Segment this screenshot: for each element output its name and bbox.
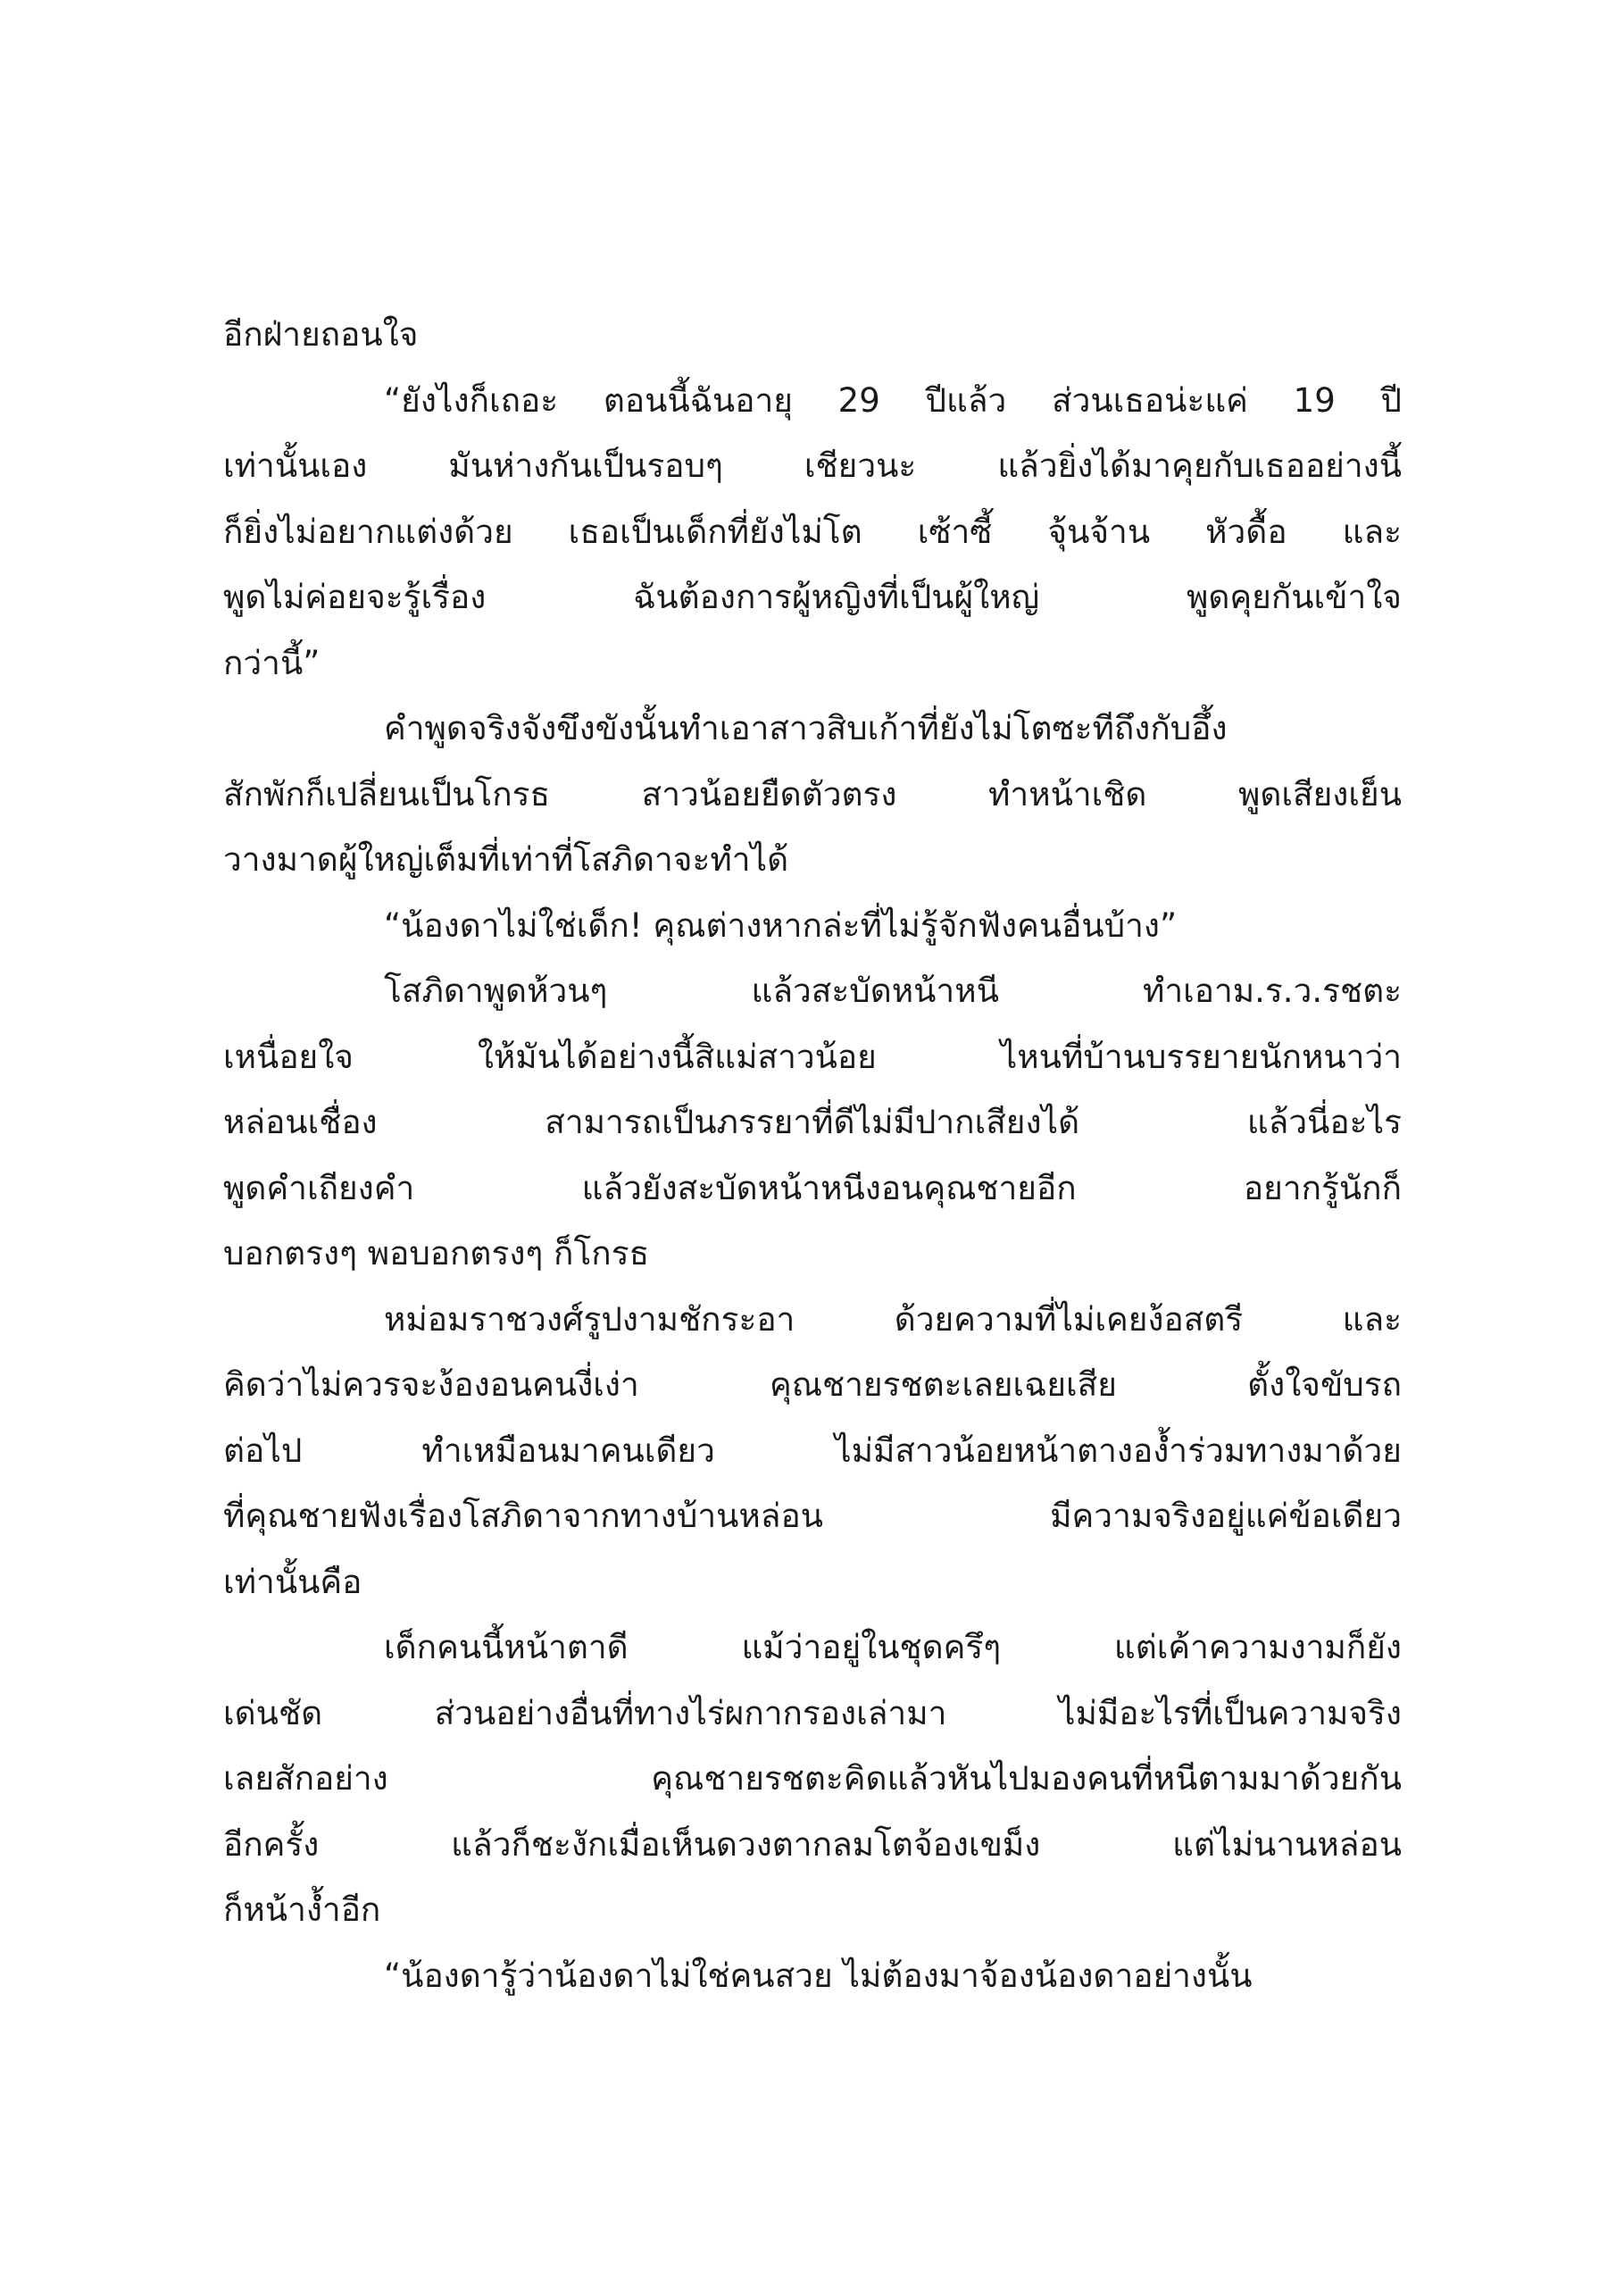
text-line: “น้องดารู้ว่าน้องดาไม่ใช่คนสวย ไม่ต้องมาจ้องน้องดาอย่างนั้น: [384, 1956, 1253, 1995]
text-line: เลยสักอย่าง คุณชายรชตะคิดแล้วหันไปมองคนที่หนีตามมาด้วยกัน: [223, 1759, 1402, 1798]
text-line: คำพูดจริงจังขึงขังนั้นทำเอาสาวสิบเก้าที่ยังไม่โตซะทีถึงกับอึ้ง: [384, 709, 1228, 747]
text-line: เหนื่อยใจ ให้มันได้อย่างนี้สิแม่สาวน้อย ไหนที่บ้านบรรยายนักหนาว่า: [223, 1037, 1402, 1076]
paragraph: [223, 302, 1402, 368]
paragraph: [223, 1615, 1402, 1943]
text-line: ก็หน้างํ้าอีก: [223, 1890, 381, 1929]
text-line: พูดคำเถียงคำ แล้วยังสะบัดหน้าหนีงอนคุณชายอีก อยากรู้นักก็: [223, 1168, 1402, 1207]
text-line: สักพักก็เปลี่ยนเป็นโกรธ สาวน้อยยืดตัวตรง ทำหน้าเชิด พูดเสียงเย็น: [223, 774, 1402, 814]
text-line: วางมาดผู้ใหญ่เต็มที่เท่าที่โสภิดาจะทำได้: [223, 840, 789, 879]
text-line: เท่านั้นเอง มันห่างกันเป็นรอบๆ เชียวนะ แล้วยิ่งได้มาคุยกับเธออย่างนี้: [223, 446, 1402, 485]
text-line: หล่อนเชื่อง สามารถเป็นภรรยาที่ดีไม่มีปากเสียงได้ แล้วนี่อะไร: [223, 1103, 1402, 1141]
text-line: ต่อไป ทำเหมือนมาคนเดียว ไม่มีสาวน้อยหน้าตางอง้ำร่วมทางมาด้วย: [223, 1431, 1402, 1470]
paragraph: [223, 368, 1402, 697]
text-line: “ยังไงก็เถอะ ตอนนี้ฉันอายุ 29 ปีแล้ว ส่วนเธอน่ะแค่ 19 ปี: [384, 380, 1402, 420]
text-line: กว่านี้”: [223, 643, 321, 682]
paragraph: [223, 1287, 1402, 1615]
text-line: ที่คุณชายฟังเรื่องโสภิดาจากทางบ้านหล่อน มีความจริงอยู่แค่ข้อเดียว: [223, 1497, 1402, 1535]
text-line: ก็ยิ่งไม่อยากแต่งด้วย เธอเป็นเด็กที่ยังไม่โต เซ้าซี้ จุ้นจ้าน หัวดื้อ และ: [223, 512, 1402, 551]
paragraph: [223, 958, 1402, 1287]
text-line: หม่อมราชวงศ์รูปงามชักระอา ด้วยความที่ไม่เคยง้อสตรี และ: [384, 1299, 1402, 1339]
text-line: บอกตรงๆ พอบอกตรงๆ ก็โกรธ: [223, 1234, 650, 1273]
paragraph: [223, 696, 1402, 893]
paragraph: [223, 893, 1402, 959]
text-line: โสภิดาพูดห้วนๆ แล้วสะบัดหน้าหนี ทำเอาม.ร.ว.รชตะ: [384, 972, 1402, 1010]
text-line: อีกฝ่ายถอนใจ: [223, 315, 419, 354]
text-body: [223, 302, 1402, 2008]
text-line: คิดว่าไม่ควรจะง้องอนคนงี่เง่า คุณชายรชตะเลยเฉยเสีย ตั้งใจขับรถ: [223, 1365, 1402, 1404]
text-line: เท่านั้นคือ: [223, 1562, 362, 1601]
text-line: เด่นชัด ส่วนอย่างอื่นที่ทางไร่ผกากรองเล่ามา ไม่มีอะไรที่เป็นความจริง: [223, 1693, 1402, 1732]
text-line: อีกครั้ง แล้วก็ชะงักเมื่อเห็นดวงตากลมโตจ้องเขม็ง แต่ไม่นานหล่อน: [223, 1824, 1402, 1864]
text-line: พูดไม่ค่อยจะรู้เรื่อง ฉันต้องการผู้หญิงที่เป็นผู้ใหญ่ พูดคุยกันเข้าใจ: [223, 578, 1402, 616]
paragraph: [223, 1943, 1402, 2009]
text-line: เด็กคนนี้หน้าตาดี แม้ว่าอยู่ในชุดครึๆ แต่เค้าความงามก็ยัง: [384, 1628, 1402, 1666]
text-line: “น้องดาไม่ใช่เด็ก! คุณต่างหากล่ะที่ไม่รู้จักฟังคนอื่นบ้าง”: [384, 905, 1178, 945]
